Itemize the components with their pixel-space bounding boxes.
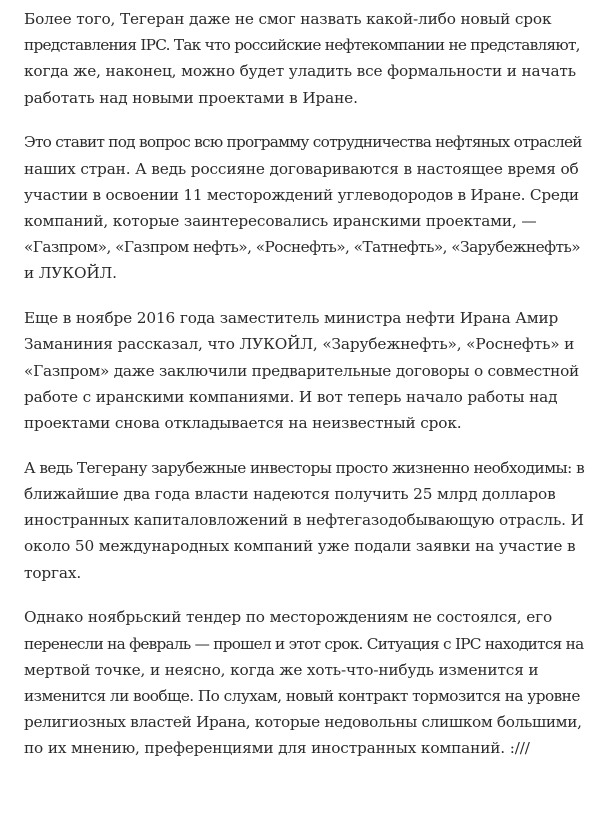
paragraph-2 [24,129,584,286]
text-line: участии в освоении 11 месторождений углеводородов в Иране. Среди [24,185,579,204]
text-line: проектами снова откладывается на неизвестный срок. [24,414,462,433]
text-line: около 50 международных компаний уже подали заявки на участие в [24,537,576,556]
text-line: религиозных властей Ирана, которые недовольны слишком большими, [24,713,582,732]
text-line: Более того, Тегеран даже не смог назвать какой-либо новый срок [24,10,552,28]
text-line: и ЛУКОЙЛ. [24,264,117,283]
text-line: иностранных капиталовложений в нефтегазодобывающую отрасль. И [24,511,584,530]
text-line: Это ставит под вопрос всю программу сотрудничества нефтяных отраслей [24,133,582,152]
text-line: торгах. [24,563,82,582]
text-line: перенесли на февраль — прошел и этот срок. Ситуация с IPC находится на [24,634,584,653]
text-line: когда же, наконец, можно будет уладить все формальности и начать [24,62,576,81]
text-line: Еще в ноябре 2016 года заместитель министра нефти Ирана Амир [24,309,559,328]
text-line: представления IPC. Так что российские нефтекомпании не представляют, [24,36,580,55]
text-line: наших стран. А ведь россияне договариваются в настоящее время об [24,159,579,178]
text-line: А ведь Тегерану зарубежные инвесторы просто жизненно необходимы: в [24,458,585,477]
text-line: мертвой точке, и неясно, когда же хоть-что-нибудь изменится и [24,660,539,679]
text-line: работе с иранскими компаниями. И вот теперь начало работы над [24,387,558,406]
text-line: Заманиния рассказал, что ЛУКОЙЛ, «Зарубежнефть», «Роснефть» и [24,335,575,354]
text-line: «Газпром» даже заключили предварительные договоры о совместной [24,361,580,380]
paragraph-4 [24,455,584,586]
text-line: «Газпром», «Газпром нефть», «Роснефть», «Татнефть», «Зарубежнефть» [24,238,581,257]
text-line: Однако ноябрьский тендер по месторождениям не состоялся, его [24,608,553,627]
text-line: компаний, которые заинтересовались иранскими проектами, — [24,212,537,231]
text-line: по их мнению, преференциями для иностранных компаний. :/// [24,739,530,758]
paragraph-5 [24,604,584,761]
paragraph-3 [24,305,584,436]
text-line: работать над новыми проектами в Иране. [24,88,358,107]
text-line: ближайшие два года власти надеются получить 25 млрд долларов [24,485,556,504]
text-line: изменится ли вообще. По слухам, новый контракт тормозится на уровне [24,687,580,706]
paragraph-1 [24,6,584,111]
